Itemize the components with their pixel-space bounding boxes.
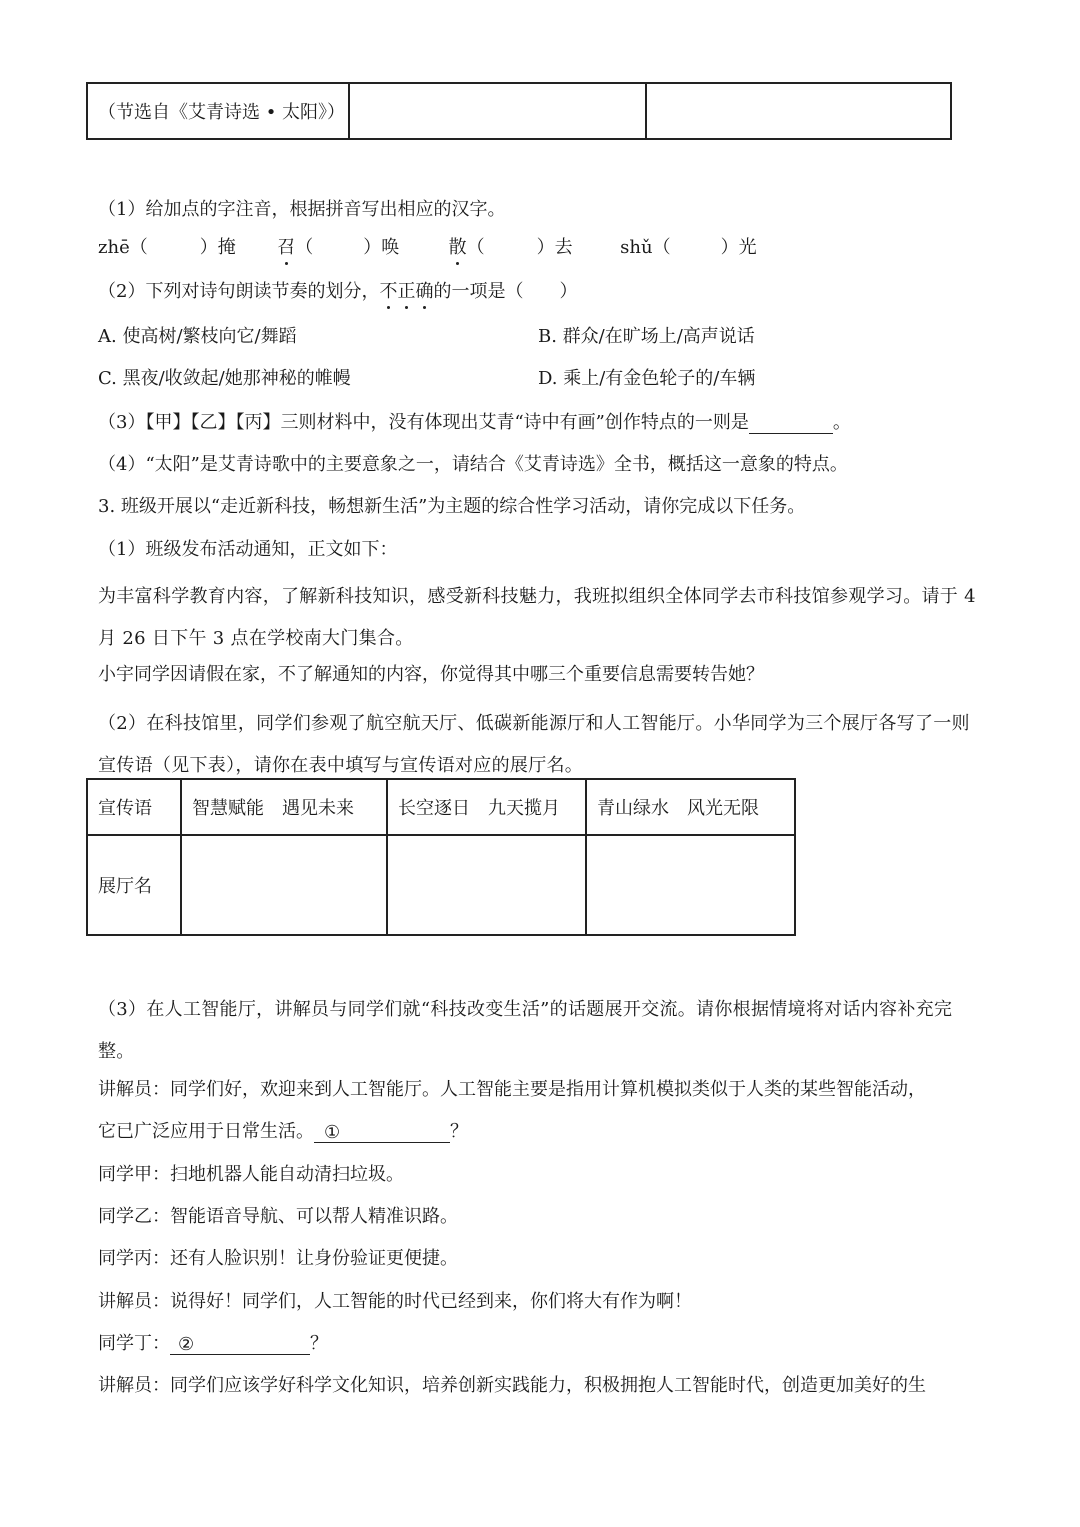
option-c: C. 黑夜/收敛起/她那神秘的帷幔	[98, 368, 351, 389]
dialogue-guide-2: 讲解员：说得好！同学们，人工智能的时代已经到来，你们将大有作为啊！	[98, 1291, 692, 1312]
q2-part1-label: （1）给加点的字注音，根据拼音写出相应的汉字。	[98, 199, 506, 220]
slogan-cell-2: 长空逐日 九天揽月	[387, 779, 586, 835]
answer-blank-2[interactable]	[170, 1334, 310, 1355]
slogan-cell-1: 智慧赋能 遇见未来	[181, 779, 387, 835]
q3-part1-label: （1）班级发布活动通知，正文如下：	[98, 539, 398, 560]
exhibition-table	[86, 778, 796, 936]
blank-marker-2: ②	[178, 1334, 195, 1355]
dialogue-guide-3: 讲解员：同学们应该学好科学文化知识，培养创新实践能力，积极拥抱人工智能时代，创造更加美好的生	[98, 1375, 926, 1396]
pinyin-b-open: （	[295, 237, 314, 258]
dialogue-student-a: 同学甲：扫地机器人能自动清扫垃圾。	[98, 1164, 404, 1185]
dialogue-student-d-end: ？	[310, 1333, 328, 1354]
answer-blank-1[interactable]	[314, 1122, 450, 1143]
dialogue-guide-1b	[98, 1117, 468, 1143]
answer-blank-p3[interactable]	[749, 413, 833, 434]
dialogue-student-b: 同学乙：智能语音导航、可以帮人精准识路。	[98, 1206, 458, 1227]
pinyin-b-suffix: ）唤	[363, 237, 400, 258]
q2-part2-prefix: （2）下列对诗句朗读节奏的划分，	[98, 281, 380, 302]
dialogue-student-d	[98, 1329, 328, 1355]
dotted-char-zheng: 正	[397, 277, 415, 303]
dialogue-guide-1b-end: ？	[450, 1121, 468, 1142]
dotted-char-bu: 不	[379, 277, 397, 303]
q2-part2-suffix: 的一项是（ ）	[433, 281, 578, 302]
pinyin-c-open: （	[466, 237, 485, 258]
q3-part1-question: 小宇同学因请假在家，不了解通知的内容，你觉得其中哪三个重要信息需要转告她？	[98, 664, 764, 685]
dialogue-student-c: 同学丙：还有人脸识别！让身份验证更便捷。	[98, 1248, 458, 1269]
option-b: B. 群众/在旷场上/高声说话	[538, 326, 755, 347]
q3-title: 3. 班级开展以“走近新科技，畅想新生活”为主题的综合性学习活动，请你完成以下任务。	[98, 496, 806, 517]
dotted-char-san: 散	[449, 233, 467, 259]
blank-marker-1: ①	[324, 1122, 341, 1143]
q2-part3	[98, 408, 851, 434]
dotted-char-que: 确	[415, 277, 433, 303]
q3-part3-text: （3）在人工智能厅，讲解员与同学们就“科技改变生活”的话题展开交流。请你根据情境将对话内容补充完整。	[98, 999, 953, 1062]
hall-answer-cell-3[interactable]	[586, 835, 795, 935]
table-header-slogan: 宣传语	[87, 779, 181, 835]
source-cell-empty-1	[349, 83, 646, 139]
option-a: A. 使高树/繁枝向它/舞蹈	[98, 326, 297, 347]
source-cell-empty-2	[646, 83, 951, 139]
source-cell: （节选自《艾青诗选 • 太阳》）	[87, 83, 349, 139]
slogan-cell-3: 青山绿水 风光无限	[586, 779, 795, 835]
dotted-char-zhao: 召	[277, 233, 295, 259]
dialogue-guide-1: 讲解员：同学们好，欢迎来到人工智能厅。人工智能主要是指用计算机模拟类似于人类的某些智能活动，	[98, 1079, 926, 1100]
q2-part3-end: 。	[832, 412, 851, 433]
option-d: D. 乘上/有金色轮子的/车辆	[538, 368, 756, 389]
pinyin-a-prefix: zhē（	[98, 237, 148, 258]
dialogue-student-d-speaker: 同学丁：	[98, 1333, 170, 1354]
dialogue-guide-1b-text: 它已广泛应用于日常生活。	[98, 1121, 314, 1142]
pinyin-a-suffix: ）掩	[199, 237, 236, 258]
pinyin-row	[98, 233, 757, 259]
q3-part2-text: （2）在科技馆里，同学们参观了航空航天厅、低碳新能源厅和人工智能厅。小华同学为三个展厅各写了一则宣传语（见下表），请你在表中填写与宣传语对应的展厅名。	[98, 713, 970, 776]
table-header-hall: 展厅名	[87, 835, 181, 935]
pinyin-d-prefix: shǔ（	[620, 237, 671, 258]
hall-answer-cell-2[interactable]	[387, 835, 586, 935]
source-table	[86, 82, 952, 140]
hall-answer-cell-1[interactable]	[181, 835, 387, 935]
q2-part3-text: （3）【甲】【乙】【丙】三则材料中，没有体现出艾青“诗中有画”创作特点的一则是	[98, 412, 749, 433]
q2-part2-question	[98, 277, 577, 303]
notice-text: 为丰富科学教育内容，了解新科技知识，感受新科技魅力，我班拟组织全体同学去市科技馆参观学习。请于 4 月 26 日下午 3 点在学校南大门集合。	[98, 586, 976, 649]
pinyin-c-suffix: ）去	[536, 237, 573, 258]
pinyin-d-suffix: ）光	[720, 237, 757, 258]
q2-part4: （4）“太阳”是艾青诗歌中的主要意象之一，请结合《艾青诗选》全书，概括这一意象的特点。	[98, 454, 848, 475]
